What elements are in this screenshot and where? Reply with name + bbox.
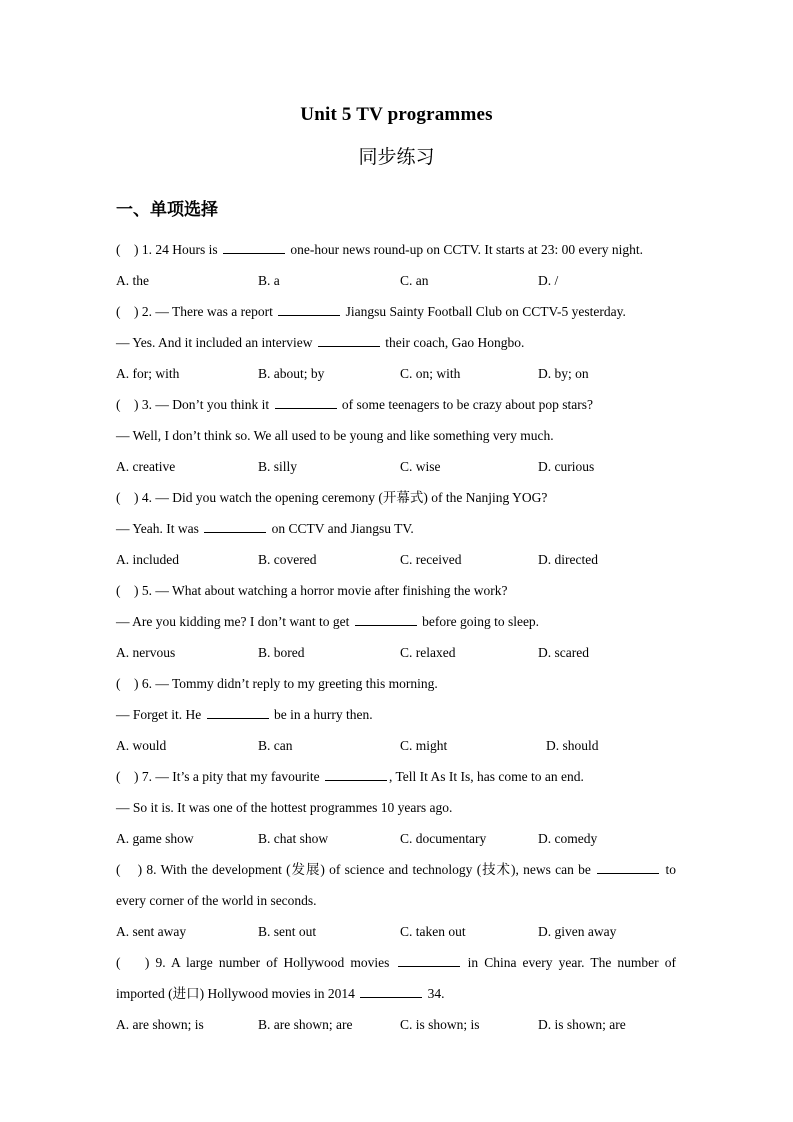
option-d[interactable]: D. directed (538, 552, 598, 567)
options-row (116, 823, 676, 854)
option-a[interactable]: A. for; with (116, 366, 180, 381)
option-d[interactable]: D. / (538, 273, 559, 288)
page-title: Unit 5 TV programmes (300, 104, 493, 125)
option-a[interactable]: A. creative (116, 459, 176, 474)
options-row (116, 637, 676, 668)
question-stem: ( ) 9. A large number of Hollywood movies in China every year. The number of imported (进口) Hollywood movies in 2014 34. (116, 955, 680, 1001)
question-continuation: — Forget it. He be in a hurry then. (116, 707, 373, 722)
answer-blank[interactable] (204, 521, 266, 533)
option-d[interactable]: D. curious (538, 459, 595, 474)
answer-blank[interactable] (223, 242, 285, 254)
option-b[interactable]: B. bored (258, 645, 305, 660)
option-b[interactable]: B. a (258, 273, 280, 288)
option-a[interactable]: A. game show (116, 831, 194, 846)
options-row (116, 916, 676, 947)
question-stem: ( ) 3. — Don’t you think it of some teenagers to be crazy about pop stars? (116, 397, 594, 412)
question-stem: ( ) 5. — What about watching a horror movie after finishing the work? (116, 583, 508, 598)
option-d[interactable]: D. by; on (538, 366, 589, 381)
option-d[interactable]: D. scared (538, 645, 589, 660)
options-row (116, 544, 676, 575)
option-c[interactable]: C. an (400, 273, 429, 288)
answer-blank[interactable] (275, 397, 337, 409)
question-stem: ( ) 7. — It’s a pity that my favourite , Tell It As It Is, has come to an end. (116, 769, 584, 784)
option-b[interactable]: B. covered (258, 552, 317, 567)
question-continuation: — Are you kidding me? I don’t want to get before going to sleep. (116, 614, 540, 629)
answer-blank[interactable] (207, 707, 269, 719)
option-d[interactable]: D. given away (538, 924, 617, 939)
option-a[interactable]: A. would (116, 738, 167, 753)
option-c[interactable]: C. received (400, 552, 462, 567)
option-c[interactable]: C. wise (400, 459, 441, 474)
question-continuation: — Yes. And it included an interview their coach, Gao Hongbo. (116, 335, 525, 350)
option-b[interactable]: B. can (258, 738, 293, 753)
option-c[interactable]: C. documentary (400, 831, 487, 846)
option-c[interactable]: C. relaxed (400, 645, 456, 660)
page-subtitle: 同步练习 (358, 147, 435, 168)
question-stem: ( ) 6. — Tommy didn’t reply to my greeting this morning. (116, 676, 438, 691)
option-c[interactable]: C. taken out (400, 924, 466, 939)
question-continuation: — So it is. It was one of the hottest programmes 10 years ago. (116, 800, 453, 815)
question-stem: ( ) 2. — There was a report Jiangsu Sainty Football Club on CCTV-5 yesterday. (116, 304, 626, 319)
option-b[interactable]: B. about; by (258, 366, 325, 381)
option-a[interactable]: A. are shown; is (116, 1017, 204, 1032)
question-continuation: — Yeah. It was on CCTV and Jiangsu TV. (116, 521, 414, 536)
option-d[interactable]: D. is shown; are (538, 1017, 626, 1032)
questions-container (0, 220, 680, 1040)
options-row (116, 451, 676, 482)
answer-blank[interactable] (325, 769, 387, 781)
option-a[interactable]: A. nervous (116, 645, 176, 660)
options-row (116, 358, 676, 389)
question-stem: ( ) 1. 24 Hours is one-hour news round-up on CCTV. It starts at 23: 00 every night. (116, 242, 643, 257)
question-stem: ( ) 8. With the development (发展) of science and technology (技术), news can be to every corner of the world in seconds. (116, 862, 680, 908)
answer-blank[interactable] (398, 955, 460, 967)
option-c[interactable]: C. is shown; is (400, 1017, 480, 1032)
option-b[interactable]: B. are shown; are (258, 1017, 353, 1032)
option-b[interactable]: B. chat show (258, 831, 329, 846)
answer-blank[interactable] (355, 614, 417, 626)
question-stem: ( ) 4. — Did you watch the opening ceremony (开幕式) of the Nanjing YOG? (116, 490, 548, 505)
option-b[interactable]: B. sent out (258, 924, 317, 939)
option-a[interactable]: A. sent away (116, 924, 187, 939)
option-a[interactable]: A. the (116, 273, 149, 288)
question-continuation: — Well, I don’t think so. We all used to be young and like something very much. (116, 428, 554, 443)
option-c[interactable]: C. on; with (400, 366, 461, 381)
option-b[interactable]: B. silly (258, 459, 298, 474)
options-row (116, 730, 676, 761)
answer-blank[interactable] (278, 304, 340, 316)
option-d[interactable]: D. should (546, 738, 599, 753)
options-row (116, 265, 676, 296)
option-a[interactable]: A. included (116, 552, 179, 567)
answer-blank[interactable] (318, 335, 380, 347)
answer-blank[interactable] (360, 986, 422, 998)
option-c[interactable]: C. might (400, 738, 448, 753)
answer-blank[interactable] (597, 862, 659, 874)
section-heading: 一、单项选择 (116, 200, 218, 219)
options-row (116, 1009, 676, 1040)
option-d[interactable]: D. comedy (538, 831, 598, 846)
